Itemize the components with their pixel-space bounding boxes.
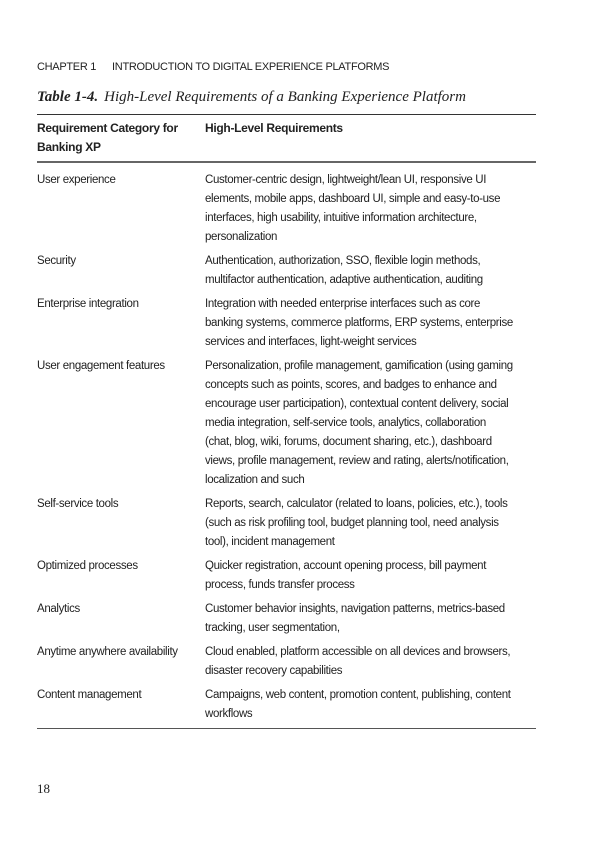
requirements-cell: [205, 643, 536, 681]
table-row: [37, 638, 536, 681]
page-number: 18: [37, 781, 50, 796]
requirements-line: elements, mobile apps, dashboard UI, simple and easy-to-use: [205, 193, 501, 205]
requirements-line: banking systems, commerce platforms, ERP systems, enterprise: [205, 317, 513, 329]
requirements-line: Quicker registration, account opening process, bill payment: [205, 560, 487, 572]
category-cell: Optimized processes: [37, 560, 138, 572]
requirements-line: Cloud enabled, platform accessible on all devices and browsers,: [205, 646, 511, 658]
table-row: [37, 352, 536, 490]
requirements-cell: [205, 600, 536, 638]
table-row: [37, 595, 536, 638]
requirements-cell: [205, 557, 536, 595]
header-line: High-Level Requirements: [205, 121, 343, 135]
table-caption: [37, 89, 466, 106]
requirements-line: personalization: [205, 231, 278, 243]
category-cell: Content management: [37, 689, 142, 701]
requirements-line: encourage user participation), contextual content delivery, social: [205, 398, 509, 410]
requirements-line: services and interfaces, light-weight services: [205, 336, 417, 348]
requirements-cell: [205, 686, 536, 724]
requirements-line: workflows: [205, 708, 253, 720]
header-requirements: [205, 119, 536, 157]
category-cell: Security: [37, 255, 76, 267]
category-cell: User engagement features: [37, 360, 165, 372]
running-header: [37, 61, 405, 73]
requirements-cell: [205, 171, 536, 247]
requirements-line: tracking, user segmentation,: [205, 622, 340, 634]
requirements-line: (chat, blog, wiki, forums, document sharing, etc.), dashboard: [205, 436, 492, 448]
requirements-line: interfaces, high usability, intuitive information architecture,: [205, 212, 477, 224]
table-row: [37, 490, 536, 552]
requirements-line: concepts such as points, scores, and badges to enhance and: [205, 379, 497, 391]
requirements-line: Personalization, profile management, gamification (using gaming: [205, 360, 513, 372]
requirements-line: views, profile management, review and rating, alerts/notification,: [205, 455, 509, 467]
table-row: [37, 290, 536, 352]
category-cell: Self-service tools: [37, 498, 119, 510]
table-row: [37, 552, 536, 595]
table-label: Table 1-4.: [37, 89, 99, 105]
header-line: Banking XP: [37, 140, 101, 154]
requirements-line: tool), incident management: [205, 536, 335, 548]
category-cell: Anytime anywhere availability: [37, 646, 178, 658]
requirements-line: (such as risk profiling tool, budget planning tool, need analysis: [205, 517, 499, 529]
chapter-label: CHAPTER 1: [37, 61, 97, 73]
requirements-line: localization and such: [205, 474, 305, 486]
header-line: Requirement Category for: [37, 121, 178, 135]
table-row: [37, 681, 536, 728]
requirements-cell: [205, 357, 536, 490]
requirements-line: Reports, search, calculator (related to loans, policies, etc.), tools: [205, 498, 508, 510]
table-header: [37, 115, 536, 163]
requirements-line: multifactor authentication, adaptive authentication, auditing: [205, 274, 483, 286]
category-cell: Enterprise integration: [37, 298, 139, 310]
requirements-cell: [205, 495, 536, 552]
requirements-line: Campaigns, web content, promotion content, publishing, content: [205, 689, 511, 701]
table-row: [37, 247, 536, 290]
table-title: High-Level Requirements of a Banking Experience Platform: [104, 89, 466, 105]
requirements-line: media integration, self-service tools, analytics, collaboration: [205, 417, 486, 429]
requirements-line: Integration with needed enterprise interfaces such as core: [205, 298, 481, 310]
requirements-line: Customer behavior insights, navigation patterns, metrics-based: [205, 603, 505, 615]
requirements-line: disaster recovery capabilities: [205, 665, 343, 677]
requirements-line: process, funds transfer process: [205, 579, 355, 591]
chapter-title: INTRODUCTION TO DIGITAL EXPERIENCE PLATFORMS: [112, 61, 390, 73]
requirements-cell: [205, 252, 536, 290]
category-cell: User experience: [37, 174, 116, 186]
requirements-cell: [205, 295, 536, 352]
header-category: [37, 119, 205, 157]
requirements-table: [37, 114, 536, 729]
requirements-line: Customer-centric design, lightweight/lean UI, responsive UI: [205, 174, 487, 186]
requirements-line: Authentication, authorization, SSO, flexible login methods,: [205, 255, 481, 267]
category-cell: Analytics: [37, 603, 80, 615]
table-row: [37, 163, 536, 247]
